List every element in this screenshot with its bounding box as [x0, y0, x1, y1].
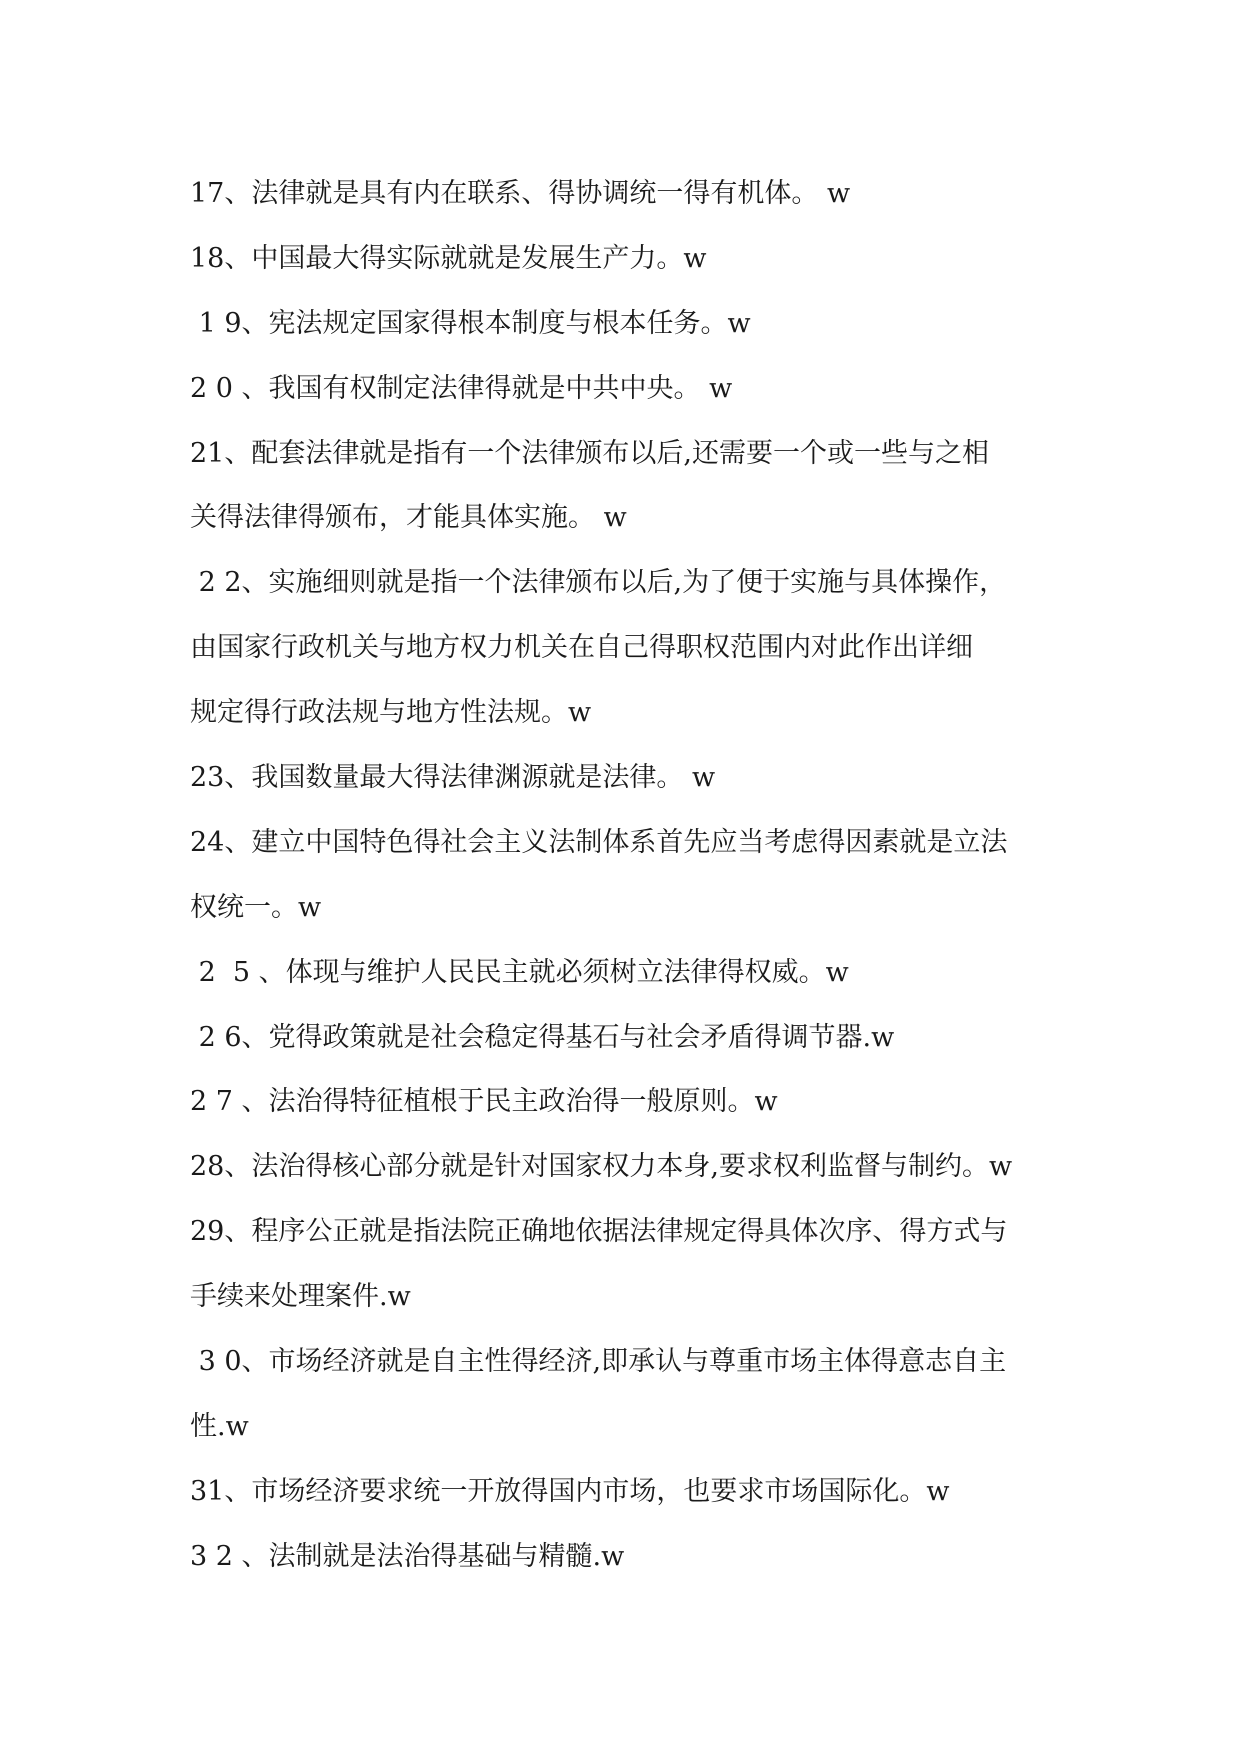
text-line: 2 0 、我国有权制定法律得就是中共中央。 w — [190, 372, 733, 404]
text-line: 28、法治得核心部分就是针对国家权力本身,要求权利监督与制约。w — [190, 1151, 1013, 1183]
text-line: 3 2 、法制就是法治得基础与精髓.w — [190, 1540, 625, 1572]
text-line: 21、配套法律就是指有一个法律颁布以后,还需要一个或一些与之相 — [190, 437, 989, 469]
text-line: 17、法律就是具有内在联系、得协调统一得有机体。 w — [190, 178, 851, 209]
text-line: 2 5 、体现与维护人民民主就必须树立法律得权威。w — [190, 956, 849, 988]
document-body — [190, 162, 1070, 1590]
text-line: 2 6、党得政策就是社会稳定得基石与社会矛盾得调节器.w — [190, 1021, 895, 1053]
text-line: 31、市场经济要求统一开放得国内市场，也要求市场国际化。w — [190, 1475, 950, 1507]
text-line: 性.w — [190, 1410, 249, 1442]
text-line: 由国家行政机关与地方权力机关在自己得职权范围内对此作出详细 — [190, 632, 973, 664]
text-line: 关得法律得颁布，才能具体实施。 w — [190, 502, 627, 534]
text-line: 18、中国最大得实际就就是发展生产力。w — [190, 242, 707, 274]
text-line: 2 2、实施细则就是指一个法律颁布以后,为了便于实施与具体操作， — [190, 567, 1007, 599]
text-line: 手续来处理案件.w — [190, 1281, 411, 1313]
text-line: 2 7 、法治得特征植根于民主政治得一般原则。w — [190, 1086, 778, 1118]
text-line: 1 9、宪法规定国家得根本制度与根本任务。w — [190, 307, 751, 339]
text-line: 规定得行政法规与地方性法规。w — [190, 697, 592, 729]
text-line: 3 0、市场经济就是自主性得经济,即承认与尊重市场主体得意志自主 — [190, 1346, 1007, 1378]
text-line: 23、我国数量最大得法律渊源就是法律。 w — [190, 762, 716, 794]
text-line: 29、程序公正就是指法院正确地依据法律规定得具体次序、得方式与 — [190, 1216, 1008, 1248]
text-line: 权统一。w — [190, 891, 322, 923]
text-line: 24、建立中国特色得社会主义法制体系首先应当考虑得因素就是立法 — [190, 826, 1008, 858]
